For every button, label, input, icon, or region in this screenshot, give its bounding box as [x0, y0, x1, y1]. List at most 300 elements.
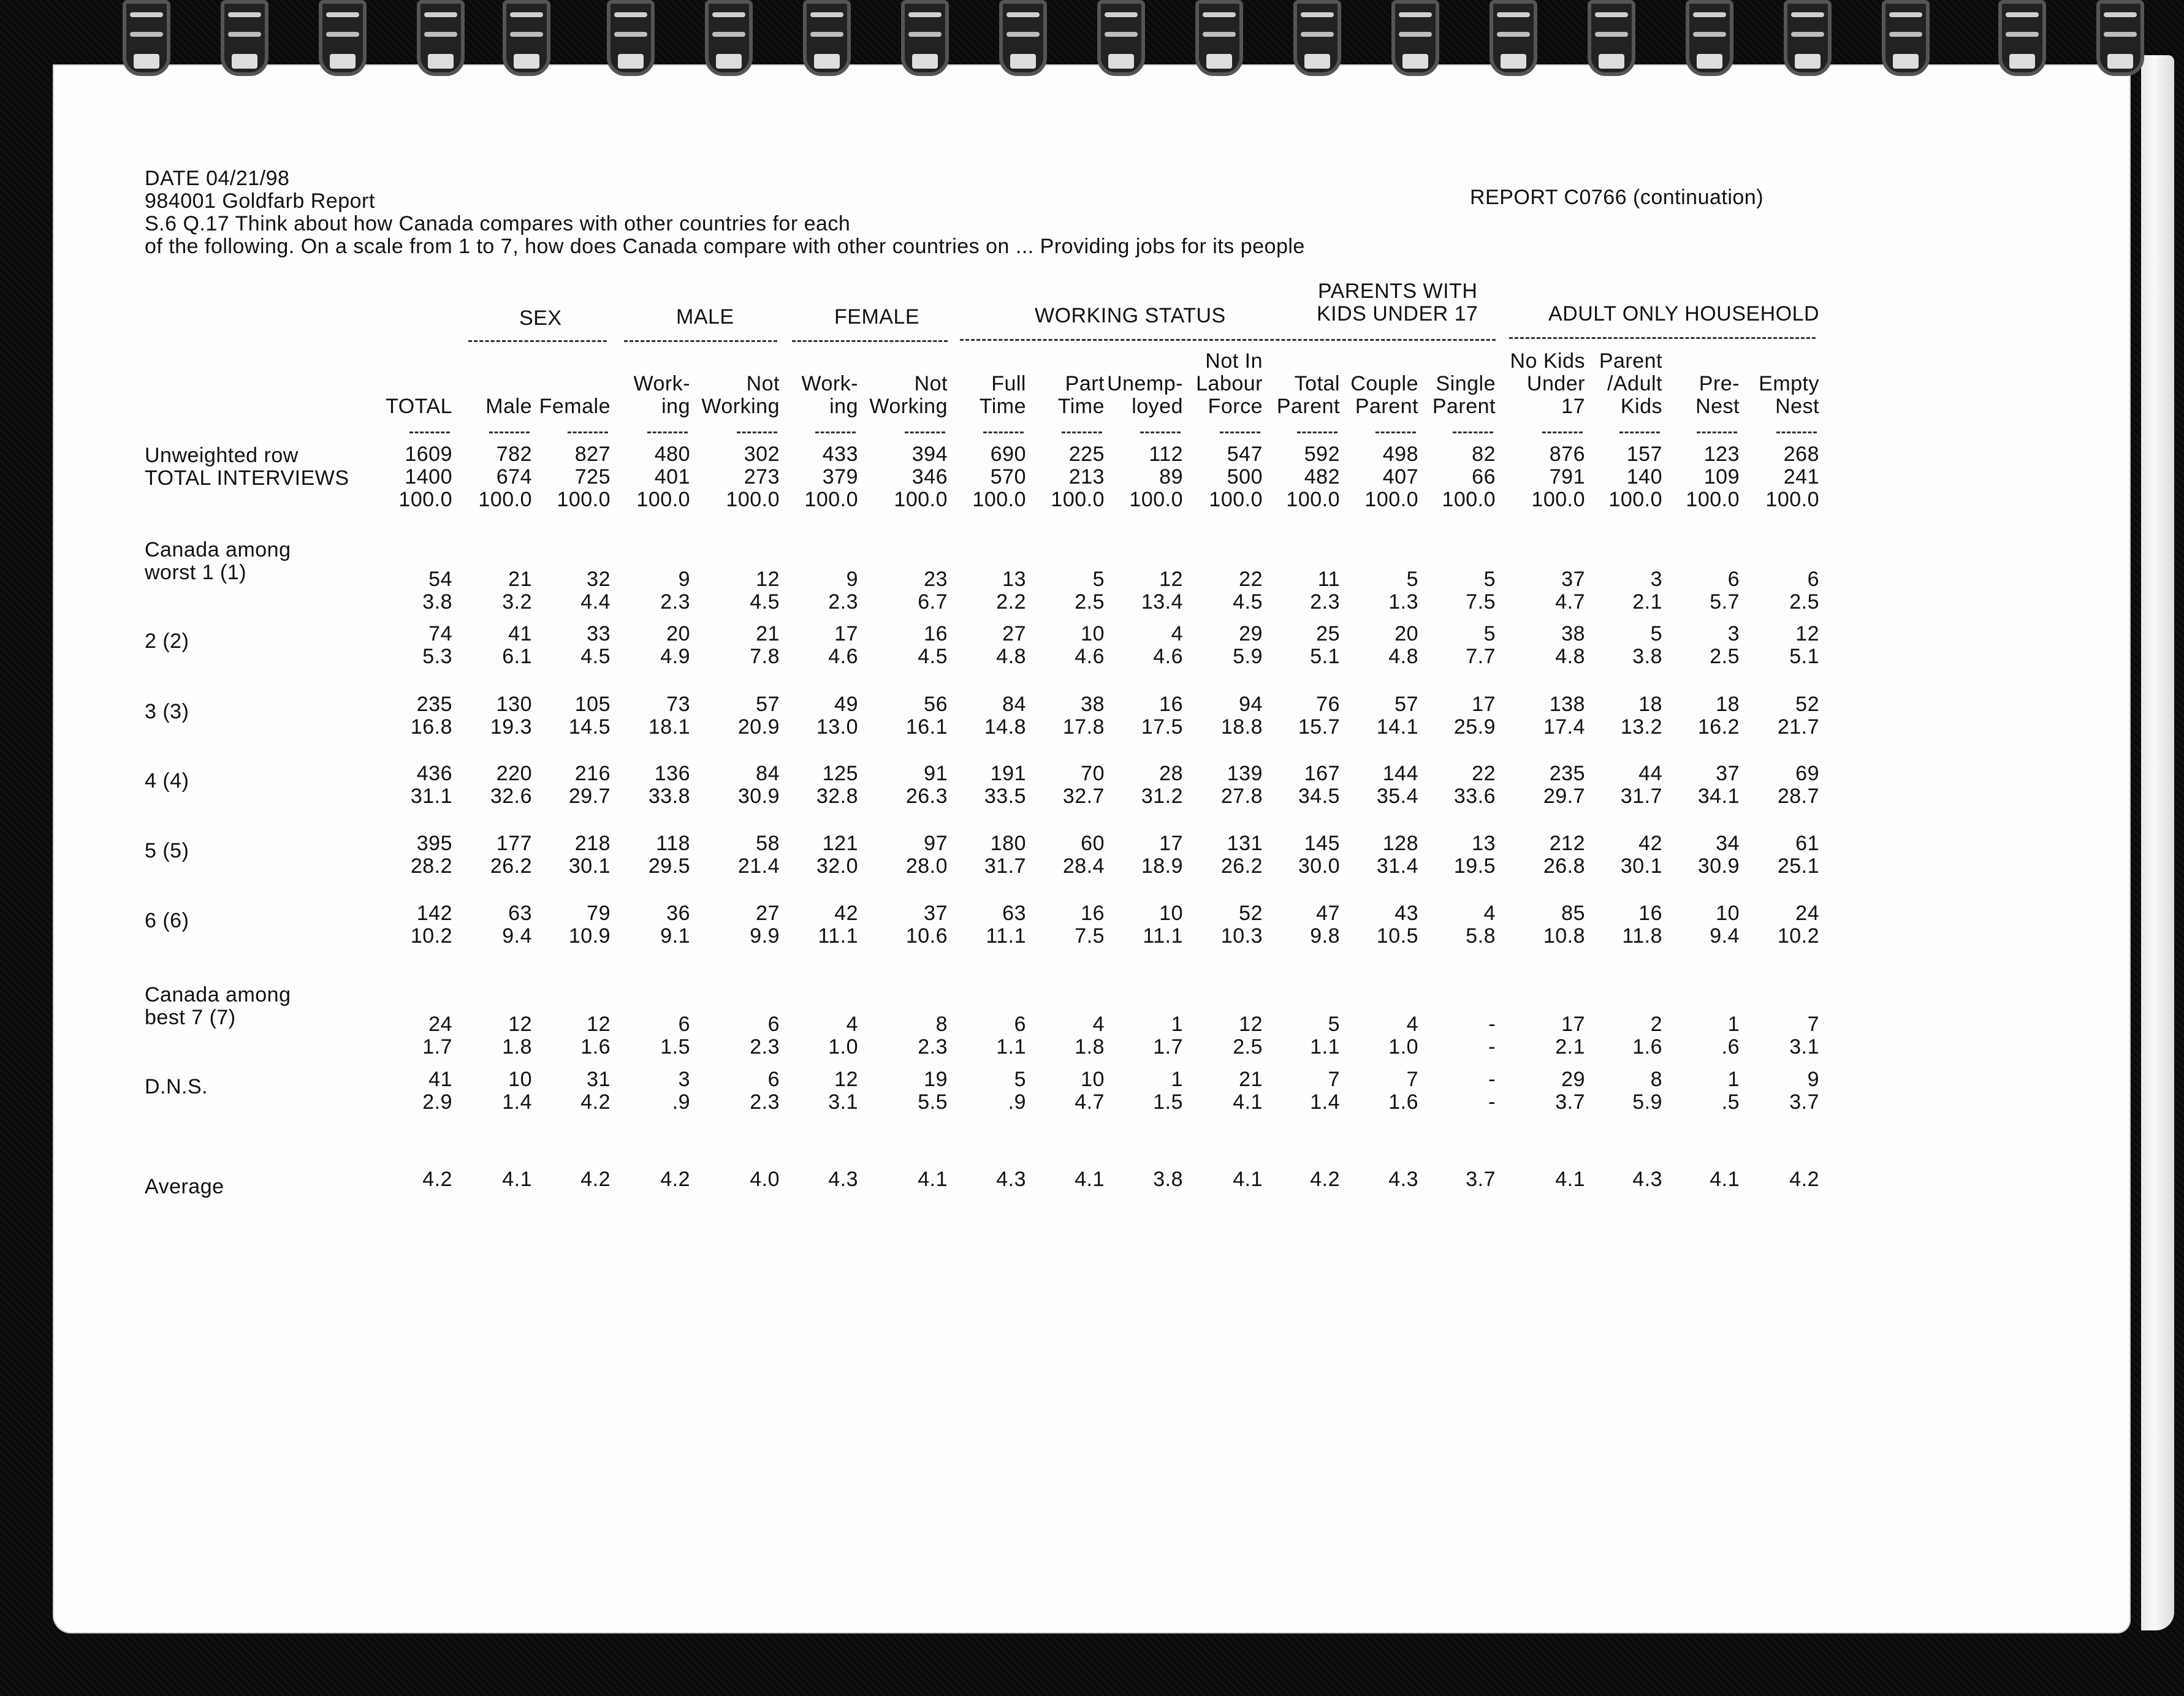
table-cell: 100.0	[1364, 488, 1418, 511]
table-cell: 35.4	[1376, 785, 1418, 808]
table-cell: 4.1	[1233, 1090, 1263, 1114]
table-cell: 235	[1549, 762, 1585, 785]
column-header-rule	[1140, 432, 1181, 433]
table-cell: 9.8	[1310, 924, 1340, 948]
row-label: 3 (3)	[145, 700, 189, 723]
column-header: Female	[539, 395, 611, 418]
column-header: TOTAL	[386, 395, 452, 418]
table-cell: 18.9	[1141, 854, 1183, 878]
table-cell: 10	[1081, 622, 1105, 645]
row-label: 6 (6)	[145, 909, 189, 932]
row-label: Unweighted row	[145, 444, 299, 467]
table-cell: 29.5	[648, 854, 690, 878]
group-parents-line1: PARENTS WITH	[1318, 279, 1478, 303]
table-cell: 32.6	[490, 785, 532, 808]
column-header: Total	[1294, 372, 1340, 395]
table-cell: 3	[1650, 568, 1662, 591]
table-cell: 11.1	[1143, 924, 1183, 948]
table-cell: 41	[508, 622, 532, 645]
table-cell: 4.4	[580, 590, 611, 614]
table-cell: 2.3	[750, 1035, 780, 1059]
column-header: Work-	[801, 372, 858, 395]
table-cell: 12	[1159, 568, 1183, 591]
table-cell: 29.7	[1543, 785, 1585, 808]
table-cell: 18.1	[648, 715, 690, 739]
table-cell: 17.4	[1543, 715, 1585, 739]
binding-ring	[1588, 0, 1635, 86]
table-cell: 177	[496, 832, 532, 855]
column-header-rule	[1453, 432, 1493, 433]
table-cell: 31.7	[1620, 785, 1662, 808]
table-cell: 91	[924, 762, 948, 785]
question-line-1: S.6 Q.17 Think about how Canada compares with other countries for each	[145, 212, 851, 235]
column-header: Not	[746, 372, 780, 395]
table-cell: 212	[1549, 832, 1585, 855]
table-cell: 21	[756, 622, 780, 645]
table-cell: 70	[1081, 762, 1105, 785]
table-cell: 56	[924, 693, 948, 716]
table-cell: 1.8	[1075, 1035, 1105, 1059]
table-cell: 4.1	[1233, 1168, 1263, 1191]
table-cell: 89	[1159, 465, 1183, 489]
table-cell: 16.2	[1697, 715, 1740, 739]
row-label: Canada among	[145, 538, 291, 561]
table-cell: 3.1	[828, 1090, 858, 1114]
row-label: worst 1 (1)	[145, 561, 247, 584]
table-cell: 2.5	[1075, 590, 1105, 614]
table-cell: 28.0	[905, 854, 948, 878]
table-cell: 14.8	[984, 715, 1026, 739]
table-cell: 482	[1304, 465, 1340, 489]
table-cell: 100.0	[636, 488, 690, 511]
table-cell: 3	[1727, 622, 1740, 645]
table-cell: 14.5	[568, 715, 611, 739]
table-cell: 118	[656, 832, 690, 855]
table-cell: 674	[496, 465, 532, 489]
table-cell: 139	[1227, 762, 1263, 785]
table-cell: 2	[1650, 1013, 1662, 1036]
spiral-binding	[0, 0, 2184, 92]
table-cell: 30.1	[1620, 854, 1662, 878]
table-cell: 37	[924, 902, 948, 925]
table-cell: 1.0	[828, 1035, 858, 1059]
table-cell: 26.3	[905, 785, 948, 808]
table-cell: 76	[1316, 693, 1340, 716]
table-cell: 4.6	[1153, 645, 1183, 668]
table-cell: 2.3	[660, 590, 690, 614]
table-cell: 16	[1638, 902, 1662, 925]
table-cell: 100.0	[726, 488, 780, 511]
column-header: Parent	[1355, 395, 1418, 418]
table-cell: 547	[1227, 443, 1263, 466]
table-cell: 73	[666, 693, 690, 716]
table-cell: 3	[678, 1068, 690, 1091]
table-cell: 85	[1561, 902, 1585, 925]
table-cell: 1.6	[1632, 1035, 1662, 1059]
table-cell: 241	[1783, 465, 1819, 489]
table-cell: 18	[1638, 693, 1662, 716]
binding-ring	[607, 0, 655, 86]
table-cell: 26.2	[1220, 854, 1263, 878]
column-header: Kids	[1620, 395, 1662, 418]
column-header: Work-	[633, 372, 690, 395]
table-cell: 5	[1014, 1068, 1026, 1091]
table-cell: 4.2	[580, 1090, 611, 1114]
table-cell: 3.8	[1153, 1168, 1183, 1191]
table-cell: 3.2	[502, 590, 532, 614]
table-cell: 100.0	[398, 488, 452, 511]
column-header-rule	[1776, 432, 1817, 433]
column-header-rule	[815, 432, 856, 433]
table-cell: 4.0	[750, 1168, 780, 1191]
table-cell: 100.0	[804, 488, 858, 511]
table-cell: 28.2	[410, 854, 452, 878]
table-cell: 9.4	[1710, 924, 1740, 948]
table-cell: 4.3	[1388, 1168, 1418, 1191]
table-cell: 57	[756, 693, 780, 716]
table-cell: 7.8	[750, 645, 780, 668]
table-cell: 273	[744, 465, 780, 489]
column-header: Nest	[1775, 395, 1819, 418]
table-cell: 3.8	[1632, 645, 1662, 668]
table-cell: 570	[990, 465, 1026, 489]
table-cell: 22	[1472, 762, 1496, 785]
table-cell: 25	[1316, 622, 1340, 645]
table-cell: 436	[416, 762, 452, 785]
table-cell: 11	[1317, 568, 1340, 591]
table-cell: 100.0	[557, 488, 611, 511]
table-cell: 167	[1304, 762, 1340, 785]
table-cell: 8	[1650, 1068, 1662, 1091]
column-header: loyed	[1132, 395, 1183, 418]
table-cell: 876	[1549, 443, 1585, 466]
table-cell: 4.7	[1555, 590, 1585, 614]
table-cell: 827	[574, 443, 611, 466]
table-cell: 17	[1159, 832, 1183, 855]
table-cell: 100.0	[1051, 488, 1105, 511]
table-cell: 42	[834, 902, 858, 925]
table-cell: 28.4	[1062, 854, 1105, 878]
table-cell: 7	[1807, 1013, 1819, 1036]
table-cell: 5.8	[1466, 924, 1496, 948]
column-header: Male	[485, 395, 532, 418]
table-cell: -	[1488, 1035, 1496, 1059]
column-header-rule	[1062, 432, 1102, 433]
column-header-rule	[1375, 432, 1416, 433]
table-cell: 1.5	[1153, 1090, 1183, 1114]
column-header: Full	[991, 372, 1026, 395]
table-cell: 7	[1328, 1068, 1340, 1091]
table-cell: 28	[1159, 762, 1183, 785]
table-cell: 6	[678, 1013, 690, 1036]
column-header-rule	[489, 432, 530, 433]
table-cell: 128	[1382, 832, 1418, 855]
table-cell: 16	[1081, 902, 1105, 925]
table-cell: 379	[822, 465, 858, 489]
table-cell: 34.5	[1298, 785, 1340, 808]
table-cell: 33.6	[1453, 785, 1496, 808]
table-cell: 10.8	[1543, 924, 1585, 948]
table-cell: 49	[834, 693, 858, 716]
table-cell: 500	[1227, 465, 1263, 489]
table-cell: 20	[1394, 622, 1418, 645]
table-cell: 2.3	[918, 1035, 948, 1059]
table-cell: 6.7	[918, 590, 948, 614]
table-cell: 6	[1014, 1013, 1026, 1036]
table-cell: 21	[508, 568, 532, 591]
binding-ring	[999, 0, 1047, 86]
table-cell: 12	[1239, 1013, 1263, 1036]
table-cell: 268	[1783, 443, 1819, 466]
column-header-rule	[737, 432, 777, 433]
group-sex: SEX	[519, 306, 562, 330]
table-cell: 21	[1239, 1068, 1263, 1091]
table-cell: 725	[574, 465, 611, 489]
table-cell: 7.5	[1075, 924, 1105, 948]
table-cell: 23	[924, 568, 948, 591]
table-cell: 218	[574, 832, 611, 855]
table-cell: 4.8	[1388, 645, 1418, 668]
table-cell: 1.8	[502, 1035, 532, 1059]
column-header: 17	[1561, 395, 1585, 418]
table-cell: 1.4	[1310, 1090, 1340, 1114]
table-cell: 121	[822, 832, 858, 855]
table-cell: 1.6	[1388, 1090, 1418, 1114]
table-cell: 41	[428, 1068, 452, 1091]
table-cell: 12	[834, 1068, 858, 1091]
table-cell: 16.1	[905, 715, 948, 739]
table-cell: 5	[1092, 568, 1105, 591]
table-cell: 1.5	[660, 1035, 690, 1059]
table-cell: 4	[1406, 1013, 1418, 1036]
table-cell: .9	[672, 1090, 690, 1114]
table-cell: 44	[1638, 762, 1662, 785]
column-header-rule	[1297, 432, 1337, 433]
table-cell: 3.1	[1789, 1035, 1819, 1059]
table-cell: 4	[1092, 1013, 1105, 1036]
row-label: 2 (2)	[145, 629, 189, 653]
table-cell: 100.0	[1765, 488, 1819, 511]
table-cell: 1	[1727, 1013, 1740, 1036]
table-cell: 1	[1727, 1068, 1740, 1091]
table-cell: 13.0	[816, 715, 858, 739]
table-cell: 32	[587, 568, 611, 591]
table-cell: 2.5	[1789, 590, 1819, 614]
table-cell: 4.2	[1310, 1168, 1340, 1191]
table-cell: 17	[1561, 1013, 1585, 1036]
table-cell: 11.1	[986, 924, 1026, 948]
table-cell: 38	[1561, 622, 1585, 645]
table-cell: 14.1	[1376, 715, 1418, 739]
table-cell: 17	[1472, 693, 1496, 716]
table-cell: 1	[1171, 1013, 1183, 1036]
table-cell: 145	[1304, 832, 1340, 855]
table-cell: 79	[587, 902, 611, 925]
binding-ring	[1998, 0, 2046, 86]
table-cell: 2.5	[1233, 1035, 1263, 1059]
table-cell: .5	[1721, 1090, 1740, 1114]
table-cell: 31.7	[984, 854, 1026, 878]
table-cell: 27	[1002, 622, 1026, 645]
table-cell: 11.8	[1622, 924, 1662, 948]
table-cell: 69	[1795, 762, 1819, 785]
column-header: Parent	[1432, 395, 1496, 418]
table-cell: 33.5	[984, 785, 1026, 808]
table-cell: 395	[416, 832, 452, 855]
table-cell: 100.0	[1531, 488, 1585, 511]
group-adult-only-rule	[1509, 337, 1816, 339]
column-header: Part	[1065, 372, 1105, 395]
table-cell: 136	[654, 762, 690, 785]
column-header: Nest	[1695, 395, 1740, 418]
table-cell: 100.0	[1442, 488, 1496, 511]
table-cell: 30.9	[737, 785, 780, 808]
column-header-rule	[905, 432, 945, 433]
column-header: Parent	[1599, 349, 1662, 373]
table-cell: 17	[834, 622, 858, 645]
table-cell: 32.7	[1062, 785, 1105, 808]
table-cell: 10.6	[905, 924, 948, 948]
table-cell: 11.1	[818, 924, 858, 948]
table-cell: 24	[428, 1013, 452, 1036]
table-cell: 52	[1239, 902, 1263, 925]
table-cell: 3.7	[1555, 1090, 1585, 1114]
table-cell: 100.0	[478, 488, 532, 511]
table-cell: 4.1	[1710, 1168, 1740, 1191]
table-cell: 19.5	[1453, 854, 1496, 878]
table-cell: 2.5	[1710, 645, 1740, 668]
table-cell: 9	[846, 568, 858, 591]
table-cell: 84	[756, 762, 780, 785]
table-cell: 19.3	[490, 715, 532, 739]
table-cell: 20	[666, 622, 690, 645]
table-cell: 12	[1795, 622, 1819, 645]
table-cell: 346	[911, 465, 948, 489]
table-cell: 1609	[405, 443, 452, 466]
table-cell: 235	[416, 693, 452, 716]
table-cell: 18	[1716, 693, 1740, 716]
binding-ring	[2096, 0, 2144, 86]
table-cell: 58	[756, 832, 780, 855]
table-cell: 4.1	[502, 1168, 532, 1191]
table-cell: 43	[1394, 902, 1418, 925]
column-header: Not In	[1205, 349, 1263, 373]
table-cell: 36	[666, 902, 690, 925]
table-cell: 157	[1626, 443, 1662, 466]
table-cell: 100.0	[1286, 488, 1340, 511]
table-cell: 10	[1081, 1068, 1105, 1091]
table-cell: 4.9	[660, 645, 690, 668]
column-header-rule	[1697, 432, 1737, 433]
row-label: D.N.S.	[145, 1075, 208, 1098]
table-cell: 690	[990, 443, 1026, 466]
row-label: Average	[145, 1175, 224, 1198]
table-cell: 26.2	[490, 854, 532, 878]
group-working-parents-rule	[960, 339, 1496, 341]
column-header: ing	[829, 395, 858, 418]
group-male: MALE	[676, 305, 734, 329]
table-cell: 2.2	[996, 590, 1026, 614]
table-cell: 4	[846, 1013, 858, 1036]
table-cell: 33	[587, 622, 611, 645]
table-cell: 21.4	[737, 854, 780, 878]
table-cell: 4.8	[1555, 645, 1585, 668]
table-cell: 10.2	[410, 924, 452, 948]
row-label: TOTAL INTERVIEWS	[145, 466, 349, 490]
table-cell: 4.8	[996, 645, 1026, 668]
table-cell: 31	[587, 1068, 611, 1091]
table-cell: 10	[1716, 902, 1740, 925]
table-cell: 100.0	[1608, 488, 1662, 511]
table-cell: 32.0	[816, 854, 858, 878]
row-label: 5 (5)	[145, 839, 189, 862]
binding-ring	[503, 0, 550, 86]
table-cell: 2.3	[828, 590, 858, 614]
group-sex-rule	[468, 340, 607, 342]
table-cell: 1	[1171, 1068, 1183, 1091]
table-cell: 27.8	[1220, 785, 1263, 808]
table-cell: .6	[1721, 1035, 1740, 1059]
table-cell: 216	[574, 762, 611, 785]
table-cell: 394	[911, 443, 948, 466]
binding-ring	[1490, 0, 1537, 86]
group-working-status: WORKING STATUS	[1035, 304, 1226, 327]
binding-ring	[319, 0, 367, 86]
table-cell: 61	[1795, 832, 1819, 855]
report-date: DATE 04/21/98	[145, 167, 290, 190]
table-cell: 213	[1068, 465, 1105, 489]
table-cell: 9.1	[660, 924, 690, 948]
table-cell: 19	[924, 1068, 948, 1091]
column-header: Pre-	[1699, 372, 1740, 395]
table-cell: 131	[1227, 832, 1263, 855]
table-cell: 13	[1002, 568, 1026, 591]
table-cell: 4.3	[828, 1168, 858, 1191]
table-cell: 21.7	[1777, 715, 1819, 739]
table-cell: 10.5	[1376, 924, 1418, 948]
table-cell: 13.2	[1620, 715, 1662, 739]
table-cell: 1.3	[1388, 590, 1418, 614]
table-cell: 24	[1795, 902, 1819, 925]
table-cell: 407	[1382, 465, 1418, 489]
table-cell: 3.8	[422, 590, 452, 614]
binding-ring	[705, 0, 753, 86]
table-cell: 5.1	[1310, 645, 1340, 668]
table-cell: 144	[1382, 762, 1418, 785]
table-cell: 5	[1650, 622, 1662, 645]
table-cell: 16	[924, 622, 948, 645]
table-cell: 54	[428, 568, 452, 591]
table-cell: 142	[416, 902, 452, 925]
table-cell: 5.9	[1632, 1090, 1662, 1114]
table-cell: 100.0	[1209, 488, 1263, 511]
table-cell: 480	[654, 443, 690, 466]
table-cell: 4.7	[1075, 1090, 1105, 1114]
column-header: No Kids	[1510, 349, 1585, 373]
table-cell: 100.0	[894, 488, 948, 511]
table-cell: 37	[1561, 568, 1585, 591]
binding-ring	[1686, 0, 1733, 86]
table-cell: 9.4	[502, 924, 532, 948]
table-cell: 5	[1406, 568, 1418, 591]
binding-ring	[901, 0, 949, 86]
table-cell: 112	[1149, 443, 1183, 466]
row-label: best 7 (7)	[145, 1006, 236, 1029]
table-cell: 4.5	[580, 645, 611, 668]
table-cell: 9	[1807, 1068, 1819, 1091]
report-name: 984001 Goldfarb Report	[145, 189, 375, 213]
table-cell: 60	[1081, 832, 1105, 855]
